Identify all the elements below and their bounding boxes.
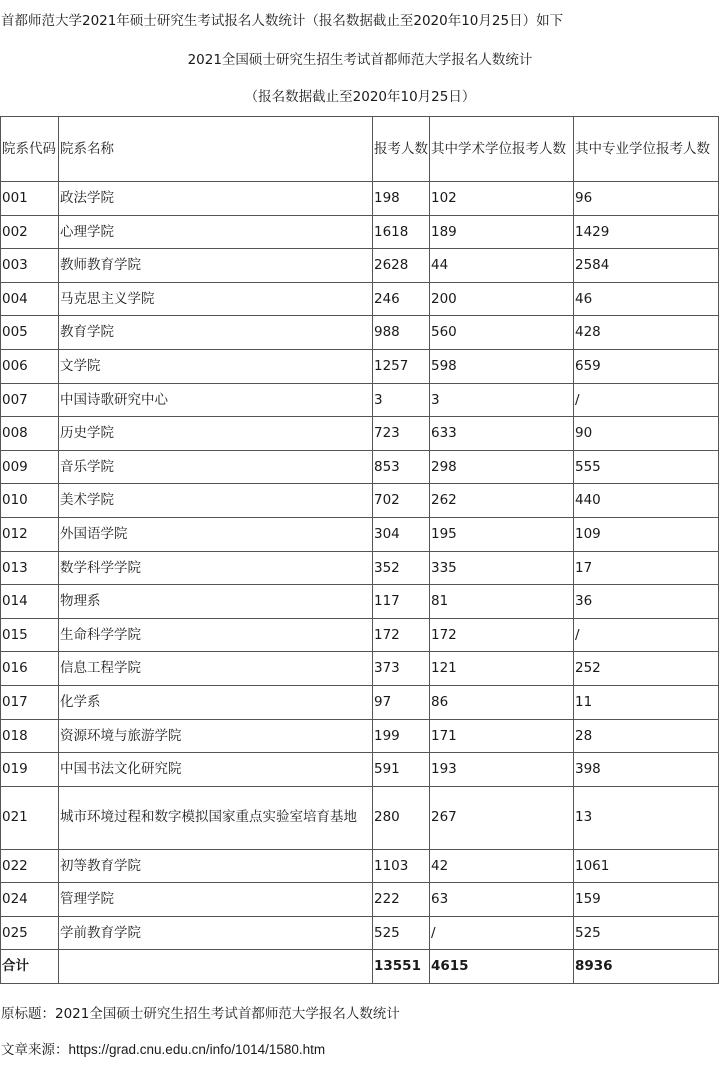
applicants-cell: 1257	[373, 349, 430, 383]
applicants-cell: 222	[373, 883, 430, 917]
table-title: 2021全国硕士研究生招生考试首都师范大学报名人数统计	[187, 52, 533, 68]
table-row	[1, 719, 719, 753]
professional-cell: 1429	[574, 215, 719, 249]
dept-name-cell: 马克思主义学院	[59, 282, 373, 316]
applicants-cell: 2628	[373, 249, 430, 283]
table-row	[1, 417, 719, 451]
academic-cell: 633	[430, 417, 574, 451]
professional-cell: 11	[574, 685, 719, 719]
dept-name-cell: 数学科学学院	[59, 551, 373, 585]
academic-cell: 3	[430, 383, 574, 417]
dept-code-cell: 005	[1, 316, 59, 350]
dept-name-cell: 物理系	[59, 585, 373, 619]
table-row	[1, 383, 719, 417]
table-row	[1, 484, 719, 518]
dept-code-cell: 006	[1, 349, 59, 383]
dept-code-cell: 003	[1, 249, 59, 283]
table-row	[1, 215, 719, 249]
academic-cell: 335	[430, 551, 574, 585]
article-source	[1, 1038, 325, 1058]
dept-name-cell: 初等教育学院	[59, 849, 373, 883]
academic-cell: /	[430, 916, 574, 950]
dept-code-cell: 021	[1, 786, 59, 849]
dept-code-cell: 015	[1, 618, 59, 652]
applicants-cell: 525	[373, 916, 430, 950]
applicants-cell: 199	[373, 719, 430, 753]
dept-code-cell: 019	[1, 753, 59, 787]
dept-name-cell: 美术学院	[59, 484, 373, 518]
academic-cell: 172	[430, 618, 574, 652]
applicants-cell: 1103	[373, 849, 430, 883]
professional-cell: 2584	[574, 249, 719, 283]
applicants-cell: 172	[373, 618, 430, 652]
dept-name-cell: 教育学院	[59, 316, 373, 350]
dept-name-cell: 资源环境与旅游学院	[59, 719, 373, 753]
dept-name-cell: 外国语学院	[59, 517, 373, 551]
applicants-cell: 702	[373, 484, 430, 518]
academic-cell: 189	[430, 215, 574, 249]
table-row	[1, 551, 719, 585]
dept-code-cell: 014	[1, 585, 59, 619]
article-source-url[interactable]: https://grad.cnu.edu.cn/info/1014/1580.htm	[68, 1042, 326, 1057]
academic-cell: 121	[430, 652, 574, 686]
applicants-cell: 352	[373, 551, 430, 585]
dept-name-cell	[59, 950, 373, 984]
header-dept-name: 院系名称	[59, 117, 373, 182]
dept-name-cell: 文学院	[59, 349, 373, 383]
registration-table	[0, 116, 719, 984]
dept-name-cell: 心理学院	[59, 215, 373, 249]
professional-cell: 90	[574, 417, 719, 451]
table-row	[1, 685, 719, 719]
professional-cell: 13	[574, 786, 719, 849]
academic-cell: 298	[430, 450, 574, 484]
original-title: 原标题：2021全国硕士研究生招生考试首都师范大学报名人数统计	[1, 1006, 400, 1022]
professional-cell: 428	[574, 316, 719, 350]
dept-code-cell: 025	[1, 916, 59, 950]
table-row	[1, 883, 719, 917]
academic-cell: 262	[430, 484, 574, 518]
table-row	[1, 182, 719, 216]
dept-name-cell: 中国诗歌研究中心	[59, 383, 373, 417]
applicants-cell: 246	[373, 282, 430, 316]
header-dept-code: 院系代码	[1, 117, 59, 182]
applicants-cell: 1618	[373, 215, 430, 249]
applicants-cell: 373	[373, 652, 430, 686]
dept-code-cell: 008	[1, 417, 59, 451]
table-row	[1, 916, 719, 950]
academic-cell: 86	[430, 685, 574, 719]
table-row	[1, 517, 719, 551]
professional-cell: 398	[574, 753, 719, 787]
applicants-cell: 853	[373, 450, 430, 484]
professional-cell: 17	[574, 551, 719, 585]
academic-cell: 63	[430, 883, 574, 917]
dept-code-cell: 017	[1, 685, 59, 719]
professional-cell: 440	[574, 484, 719, 518]
professional-cell: 1061	[574, 849, 719, 883]
table-row	[1, 753, 719, 787]
professional-cell: 109	[574, 517, 719, 551]
article-source-label: 文章来源：	[1, 1042, 69, 1058]
professional-cell: 525	[574, 916, 719, 950]
applicants-cell: 591	[373, 753, 430, 787]
dept-name-cell: 管理学院	[59, 883, 373, 917]
dept-code-cell: 009	[1, 450, 59, 484]
academic-cell: 102	[430, 182, 574, 216]
applicants-cell: 198	[373, 182, 430, 216]
dept-code-cell: 018	[1, 719, 59, 753]
table-row	[1, 316, 719, 350]
dept-code-cell: 004	[1, 282, 59, 316]
dept-name-cell: 信息工程学院	[59, 652, 373, 686]
dept-name-cell: 学前教育学院	[59, 916, 373, 950]
table-row	[1, 652, 719, 686]
dept-code-cell: 007	[1, 383, 59, 417]
table-row	[1, 450, 719, 484]
applicants-cell: 280	[373, 786, 430, 849]
dept-name-cell: 城市环境过程和数字模拟国家重点实验室培育基地	[59, 786, 373, 849]
dept-name-cell: 历史学院	[59, 417, 373, 451]
dept-code-cell: 002	[1, 215, 59, 249]
intro-text: 首都师范大学2021年硕士研究生考试报名人数统计（报名数据截止至2020年10月25日）如下	[1, 13, 564, 29]
applicants-cell: 13551	[373, 950, 430, 984]
professional-cell: 159	[574, 883, 719, 917]
table-header-row	[1, 117, 719, 182]
applicants-cell: 3	[373, 383, 430, 417]
header-applicants: 报考人数	[373, 117, 430, 182]
academic-cell: 195	[430, 517, 574, 551]
dept-code-cell: 013	[1, 551, 59, 585]
dept-code-cell: 022	[1, 849, 59, 883]
dept-code-cell: 001	[1, 182, 59, 216]
table-row	[1, 349, 719, 383]
professional-cell: 28	[574, 719, 719, 753]
academic-cell: 42	[430, 849, 574, 883]
academic-cell: 200	[430, 282, 574, 316]
professional-cell: 555	[574, 450, 719, 484]
table-row	[1, 585, 719, 619]
header-professional: 其中专业学位报考人数	[574, 117, 719, 182]
applicants-cell: 304	[373, 517, 430, 551]
professional-cell: /	[574, 383, 719, 417]
dept-code-cell: 016	[1, 652, 59, 686]
academic-cell: 598	[430, 349, 574, 383]
total-row	[1, 950, 719, 984]
professional-cell: 659	[574, 349, 719, 383]
table-subtitle: （报名数据截止至2020年10月25日）	[244, 89, 476, 105]
dept-code-cell: 012	[1, 517, 59, 551]
professional-cell: /	[574, 618, 719, 652]
table-row	[1, 618, 719, 652]
table-row	[1, 249, 719, 283]
academic-cell: 81	[430, 585, 574, 619]
dept-name-cell: 化学系	[59, 685, 373, 719]
professional-cell: 96	[574, 182, 719, 216]
professional-cell: 46	[574, 282, 719, 316]
academic-cell: 4615	[430, 950, 574, 984]
table-row	[1, 282, 719, 316]
applicants-cell: 988	[373, 316, 430, 350]
dept-name-cell: 中国书法文化研究院	[59, 753, 373, 787]
table-row	[1, 786, 719, 849]
applicants-cell: 117	[373, 585, 430, 619]
dept-name-cell: 教师教育学院	[59, 249, 373, 283]
dept-code-cell: 024	[1, 883, 59, 917]
header-academic: 其中学术学位报考人数	[430, 117, 574, 182]
academic-cell: 560	[430, 316, 574, 350]
professional-cell: 36	[574, 585, 719, 619]
applicants-cell: 723	[373, 417, 430, 451]
dept-name-cell: 音乐学院	[59, 450, 373, 484]
academic-cell: 267	[430, 786, 574, 849]
professional-cell: 252	[574, 652, 719, 686]
table-row	[1, 849, 719, 883]
academic-cell: 193	[430, 753, 574, 787]
dept-name-cell: 政法学院	[59, 182, 373, 216]
dept-name-cell: 生命科学学院	[59, 618, 373, 652]
applicants-cell: 97	[373, 685, 430, 719]
academic-cell: 171	[430, 719, 574, 753]
dept-code-cell: 010	[1, 484, 59, 518]
total-label: 合计	[1, 950, 59, 984]
academic-cell: 44	[430, 249, 574, 283]
professional-cell: 8936	[574, 950, 719, 984]
